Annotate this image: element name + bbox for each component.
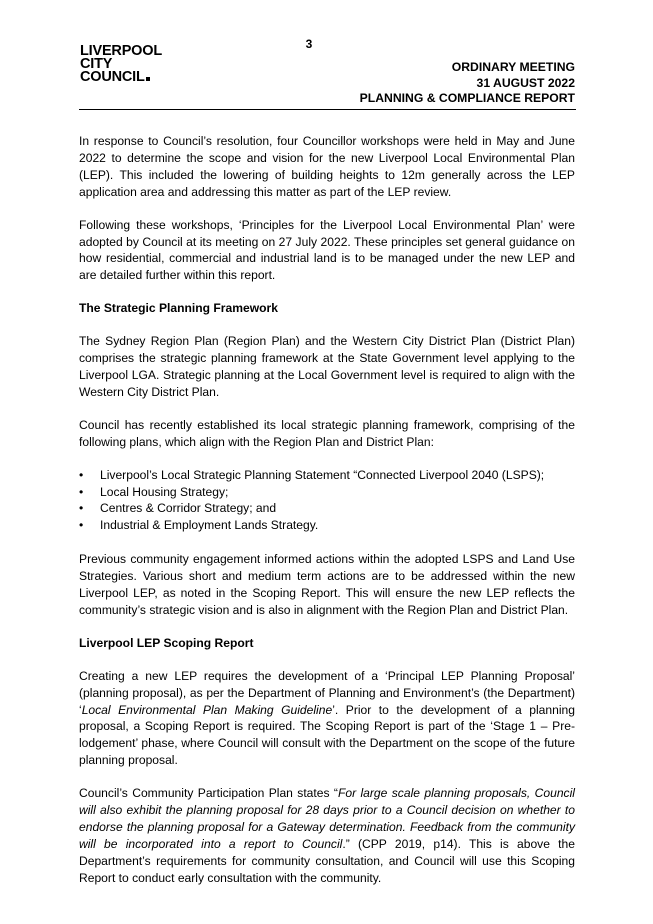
meeting-title: ORDINARY MEETING <box>451 60 575 74</box>
section-heading: Liverpool LEP Scoping Report <box>79 635 254 650</box>
list-item: • Liverpool’s Local Strategic Planning Statement “Connected Liverpool 2040 (LSPS); <box>79 467 575 484</box>
section-heading: The Strategic Planning Framework <box>79 301 278 316</box>
text-run: Creating a new LEP requires the development of a ‘Principal LEP Planning Proposal’ (planning proposal), as per the Department of Planning and Environment’s (the Department) ‘ <box>79 668 575 717</box>
list-item: • Centres & Corridor Strategy; and <box>79 500 575 517</box>
logo-line-3: COUNCIL <box>80 68 145 85</box>
plans-list <box>79 467 575 535</box>
page-number: 3 <box>305 37 313 51</box>
paragraph: In response to Council’s resolution, four Councillor workshops were held in May and June 2022 to determine the scope and vision for the new Liverpool Local Environmental Plan (LEP). This included the lowering of building heights to 12m generally across the LEP application area and addressing this matter as part of the LEP review. <box>79 134 575 199</box>
text-run: .” (CPP 2019, p14). This is above the Department’s requirements for community consultation, and Council will use this Scoping Report to conduct early consultation with the community. <box>79 836 575 885</box>
header-divider <box>79 109 576 110</box>
meeting-date: 31 AUGUST 2022 <box>476 75 575 90</box>
paragraph: Council has recently established its local strategic planning framework, comprising of the following plans, which align with the Region Plan and District Plan: <box>79 417 575 449</box>
logo-line-2: CITY <box>80 55 113 72</box>
report-title: PLANNING & COMPLIANCE REPORT <box>359 91 575 105</box>
paragraph: The Sydney Region Plan (Region Plan) and the Western City District Plan (District Plan) comprises the strategic planning framework at the State Government level applying to the Liverpool LGA. Strategic planning at the Local Government level is required to align with the Western City District Plan. <box>79 334 575 399</box>
paragraph: Following these workshops, ‘Principles for the Liverpool Local Environmental Plan’ were adopted by Council at its meeting on 27 July 2022. These principles set general guidance on how residential, commercial and industrial land is to be managed under the new LEP and are detailed further within this report. <box>79 217 575 283</box>
logo-dot-icon <box>146 77 150 81</box>
paragraph <box>79 668 575 769</box>
meeting-info <box>452 60 575 91</box>
report-body <box>79 133 575 903</box>
list-item: • Local Housing Strategy; <box>79 484 575 501</box>
text-run: Council’s Community Participation Plan states “ <box>79 786 338 801</box>
list-item: • Industrial & Employment Lands Strategy. <box>79 517 575 534</box>
paragraph <box>79 785 575 886</box>
italic-title: Local Environmental Plan Making Guideline <box>81 702 333 717</box>
italic-quote: For large scale planning proposals, Council will also exhibit the planning proposal for 28 days prior to a Council decision on whether to endorse the planning proposal for a Gateway determination. Feedback from the community will be incorporated into a report to Council <box>79 786 575 851</box>
text-run: ’. Prior to the development of a planning proposal, a Scoping Report is required. The Scoping Report is part of the ‘Stage 1 – Pre-lodgement’ phase, where Council will consult with the Department on the scope of the future planning proposal. <box>79 702 575 768</box>
council-logo <box>80 45 162 83</box>
paragraph: Previous community engagement informed actions within the adopted LSPS and Land Use Strategies. Various short and medium term actions are to be addressed within the new Liverpool LEP, as noted in the Scoping Report. This will ensure the new LEP reflects the community’s strategic vision and is also in alignment with the Region Plan and District Plan. <box>79 552 575 617</box>
logo-line-1: LIVERPOOL <box>80 43 162 59</box>
